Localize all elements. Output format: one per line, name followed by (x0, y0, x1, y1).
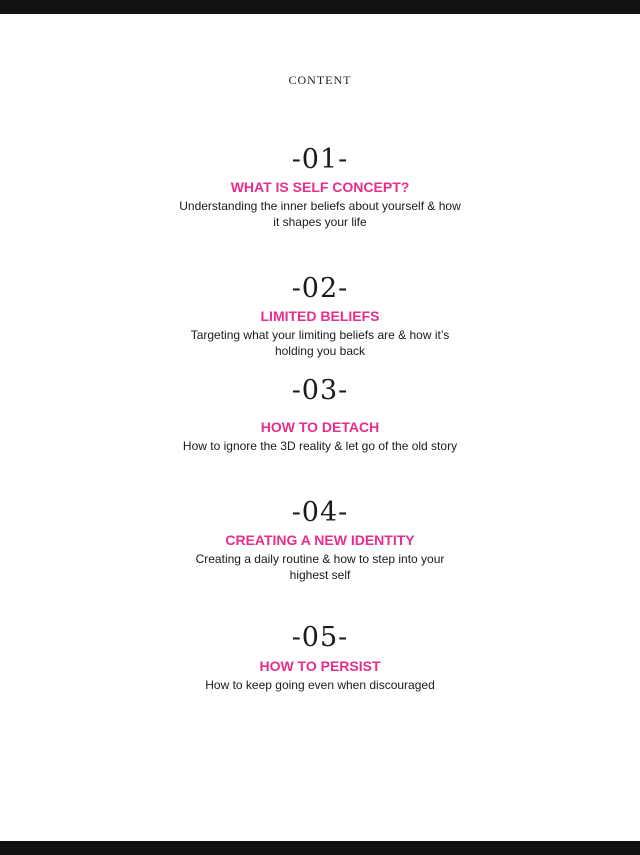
section-description: Targeting what your limiting beliefs are & how it’s holding you back (190, 328, 450, 358)
section-description: How to ignore the 3D reality & let go of the old story (182, 439, 458, 453)
toc-section-1 (0, 145, 640, 230)
section-title: WHAT IS SELF CONCEPT? (230, 179, 410, 195)
section-number: -05- (291, 622, 349, 653)
section-description: How to keep going even when discouraged (205, 678, 435, 692)
page-heading: CONTENT (288, 73, 352, 87)
toc-section-5 (0, 623, 640, 693)
bottom-frame-bar (0, 841, 640, 855)
section-title: CREATING A NEW IDENTITY (225, 532, 415, 548)
section-title: HOW TO PERSIST (259, 658, 381, 674)
section-description: Understanding the inner beliefs about yourself & how it shapes your life (179, 199, 461, 229)
toc-section-2 (0, 274, 640, 359)
content-page (0, 14, 640, 841)
toc-section-4 (0, 498, 640, 583)
section-number: -03- (291, 375, 349, 406)
toc-section-3 (0, 376, 640, 454)
section-number: -01- (291, 144, 349, 175)
section-title: HOW TO DETACH (260, 419, 380, 435)
section-title: LIMITED BELIEFS (260, 308, 380, 324)
section-number: -04- (291, 497, 349, 528)
section-description: Creating a daily routine & how to step into your highest self (195, 552, 445, 582)
top-frame-bar (0, 0, 640, 14)
section-number: -02- (291, 273, 349, 304)
